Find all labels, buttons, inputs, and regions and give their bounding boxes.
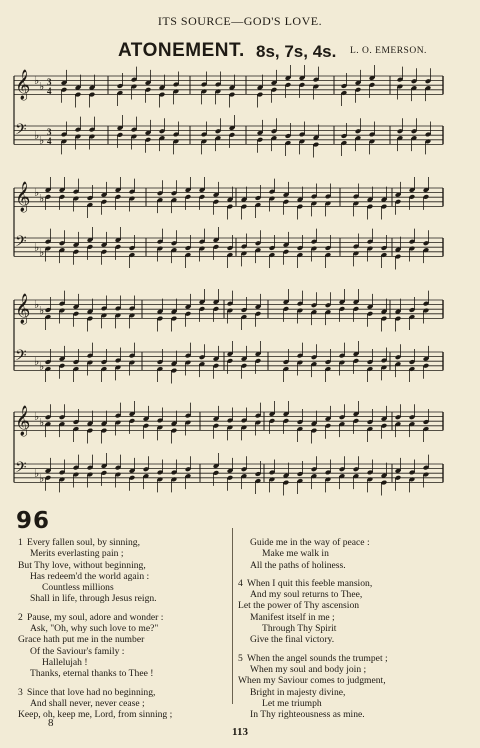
verse-line: Countless millions xyxy=(42,582,114,594)
flat-sign: ♭ xyxy=(34,130,40,142)
flat-sign: ♭ xyxy=(39,473,45,485)
verse-line: Through Thy Spirit xyxy=(262,623,337,635)
verse-4 xyxy=(238,578,468,646)
verse-line: Let the power of Thy ascension xyxy=(238,600,360,612)
verse-line xyxy=(238,653,468,664)
verse-line: Give the final victory. xyxy=(250,634,335,646)
flat-sign: ♭ xyxy=(39,305,45,317)
verse-5 xyxy=(238,653,468,721)
flat-sign: ♭ xyxy=(39,417,45,429)
verse-2 xyxy=(18,612,228,680)
verse-line-text: Since that love had no beginning, xyxy=(27,686,156,698)
verse-line: All the paths of holiness. xyxy=(250,559,346,571)
time-signature: 4 xyxy=(47,136,52,146)
flat-sign: ♭ xyxy=(34,75,40,87)
verse-line xyxy=(18,687,228,698)
verse-line: Manifest itself in me ; xyxy=(250,611,335,623)
music-score xyxy=(0,60,480,500)
treble-clef: 𝄞 xyxy=(15,70,31,100)
verse-number: 1 xyxy=(18,537,23,548)
verse-1 xyxy=(18,537,228,605)
verse-line: Shall in life, through Jesus reign. xyxy=(30,593,157,605)
flat-sign: ♭ xyxy=(39,135,45,147)
treble-clef: 𝄞 xyxy=(15,406,31,436)
flat-sign: ♭ xyxy=(34,187,40,199)
verse-line-text: Every fallen soul, by sinning, xyxy=(27,537,140,548)
bass-clef: 𝄢 xyxy=(15,121,27,142)
bass-clef: 𝄢 xyxy=(15,233,27,254)
verse-number: 5 xyxy=(238,652,243,664)
verse-line: Bright in majesty divine, xyxy=(250,686,346,698)
time-signature: 3 xyxy=(47,77,52,87)
tune-name: ATONEMENT. xyxy=(118,40,245,61)
verse-line: Hallelujah ! xyxy=(42,656,88,668)
composer: L. O. EMERSON. xyxy=(350,46,427,56)
verse-cont xyxy=(238,537,468,571)
verses-column-right xyxy=(238,537,468,727)
flat-sign: ♭ xyxy=(39,193,45,205)
flat-sign: ♭ xyxy=(39,247,45,259)
verse-line: Make me walk in xyxy=(262,548,329,560)
verse-line: Let me triumph xyxy=(262,697,322,709)
verses-column-left xyxy=(18,537,228,727)
verse-line: But Thy love, without beginning, xyxy=(18,559,146,571)
flat-sign: ♭ xyxy=(39,81,45,93)
flat-sign: ♭ xyxy=(39,361,45,373)
verse-line: When my Saviour comes to judgment, xyxy=(238,675,386,687)
flat-sign: ♭ xyxy=(34,411,40,423)
verse-line-text: When the angel sounds the trumpet ; xyxy=(247,652,388,664)
verse-3 xyxy=(18,687,228,721)
verse-line: Grace hath put me in the number xyxy=(18,634,145,646)
bass-clef: 𝄢 xyxy=(15,459,27,480)
verse-line: When my soul and body join ; xyxy=(250,663,367,675)
time-signature: 4 xyxy=(47,86,52,96)
footer-mark: 8 xyxy=(48,717,54,729)
verse-line: Thanks, eternal thanks to Thee ! xyxy=(30,668,154,680)
page-number: 113 xyxy=(232,726,248,738)
verse-line xyxy=(238,578,468,589)
running-head: ITS SOURCE—GOD'S LOVE. xyxy=(157,14,323,28)
flat-sign: ♭ xyxy=(34,299,40,311)
verse-line: Ask, "Oh, why such love to me?" xyxy=(30,623,159,635)
verse-line-text: Pause, my soul, adore and wonder : xyxy=(27,611,164,623)
verse-line: In Thy righteousness as mine. xyxy=(250,709,365,721)
treble-clef: 𝄞 xyxy=(15,182,31,212)
verse-line: Guide me in the way of peace : xyxy=(250,537,370,548)
bass-clef: 𝄢 xyxy=(15,347,27,368)
flat-sign: ♭ xyxy=(34,468,40,480)
verse-line: Merits everlasting pain ; xyxy=(30,548,124,560)
verse-line: Of the Saviour's family : xyxy=(30,645,125,657)
verse-line xyxy=(18,612,228,623)
verse-line: Keep, oh, keep me, Lord, from sinning ; xyxy=(18,709,173,721)
verse-line-text: When I quit this feeble mansion, xyxy=(247,577,373,589)
hymn-meter: 8s, 7s, 4s. xyxy=(256,42,337,61)
flat-sign: ♭ xyxy=(34,242,40,254)
time-signature: 3 xyxy=(47,127,52,137)
verse-number: 3 xyxy=(18,686,23,698)
column-divider xyxy=(232,528,233,704)
verse-line: And my soul returns to Thee, xyxy=(250,589,363,601)
treble-clef: 𝄞 xyxy=(15,294,31,324)
verse-line xyxy=(18,537,228,548)
verse-number: 4 xyxy=(238,577,243,589)
hymn-number: 96 xyxy=(16,508,51,534)
verse-line: And shall never, never cease ; xyxy=(30,697,145,709)
flat-sign: ♭ xyxy=(34,356,40,368)
verse-number: 2 xyxy=(18,611,23,623)
verse-line: Has redeem'd the world again : xyxy=(30,570,150,582)
